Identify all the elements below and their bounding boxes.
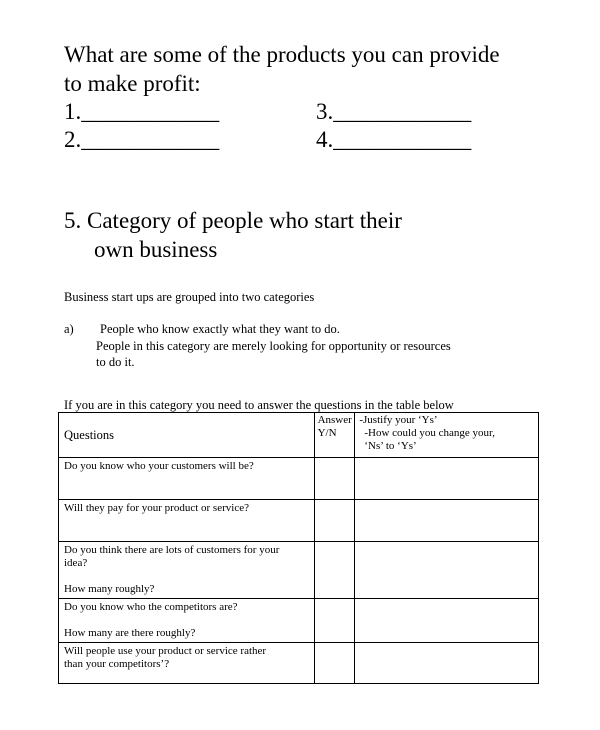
product-blank-3: 3.____________: [316, 99, 472, 124]
item-a-line1: People who know exactly what they want to do.: [100, 322, 340, 336]
question-cell: Will they pay for your product or service?: [59, 500, 315, 542]
question-cell: Do you know who your customers will be?: [59, 458, 315, 500]
answer-cell[interactable]: [314, 542, 355, 599]
answer-cell[interactable]: [314, 599, 355, 643]
question-cell: Do you think there are lots of customers for your idea? How many roughly?: [59, 542, 315, 599]
product-blank-1: 1.____________: [64, 99, 220, 124]
justify-header: -Justify your ‘Ys’ -How could you change your, ‘Ns’ to ‘Ys’: [355, 413, 539, 458]
products-question-line2: to make profit:: [64, 71, 201, 96]
answer-header: Answer Y/N: [314, 413, 355, 458]
item-a-line3: to do it.: [96, 355, 135, 369]
answer-cell[interactable]: [314, 500, 355, 542]
questions-header: Questions: [59, 413, 315, 458]
question-cell: Will people use your product or service rather than your competitors’?: [59, 643, 315, 684]
table-header-row: [59, 413, 539, 458]
justify-cell[interactable]: [355, 599, 539, 643]
justify-cell[interactable]: [355, 542, 539, 599]
table-row: [59, 643, 539, 684]
questions-table: [58, 412, 539, 684]
answer-cell[interactable]: [314, 643, 355, 684]
justify-cell[interactable]: [355, 500, 539, 542]
justify-cell[interactable]: [355, 458, 539, 500]
table-intro: If you are in this category you need to answer the questions in the table below: [64, 398, 454, 412]
table-row: [59, 458, 539, 500]
product-blank-4: 4.____________: [316, 127, 472, 152]
item-a-line2: People in this category are merely looking for opportunity or resources: [96, 339, 451, 353]
categories-intro: Business start ups are grouped into two categories: [64, 290, 315, 304]
table-row: [59, 599, 539, 643]
answer-cell[interactable]: [314, 458, 355, 500]
section-heading-line1: 5. Category of people who start their: [64, 208, 402, 233]
table-row: [59, 542, 539, 599]
question-cell: Do you know who the competitors are? How many are there roughly?: [59, 599, 315, 643]
justify-cell[interactable]: [355, 643, 539, 684]
product-blank-2: 2.____________: [64, 127, 220, 152]
item-a-marker: a): [64, 322, 74, 336]
products-question-line1: What are some of the products you can provide: [64, 42, 500, 67]
table-row: [59, 500, 539, 542]
section-heading-line2: own business: [94, 237, 218, 262]
